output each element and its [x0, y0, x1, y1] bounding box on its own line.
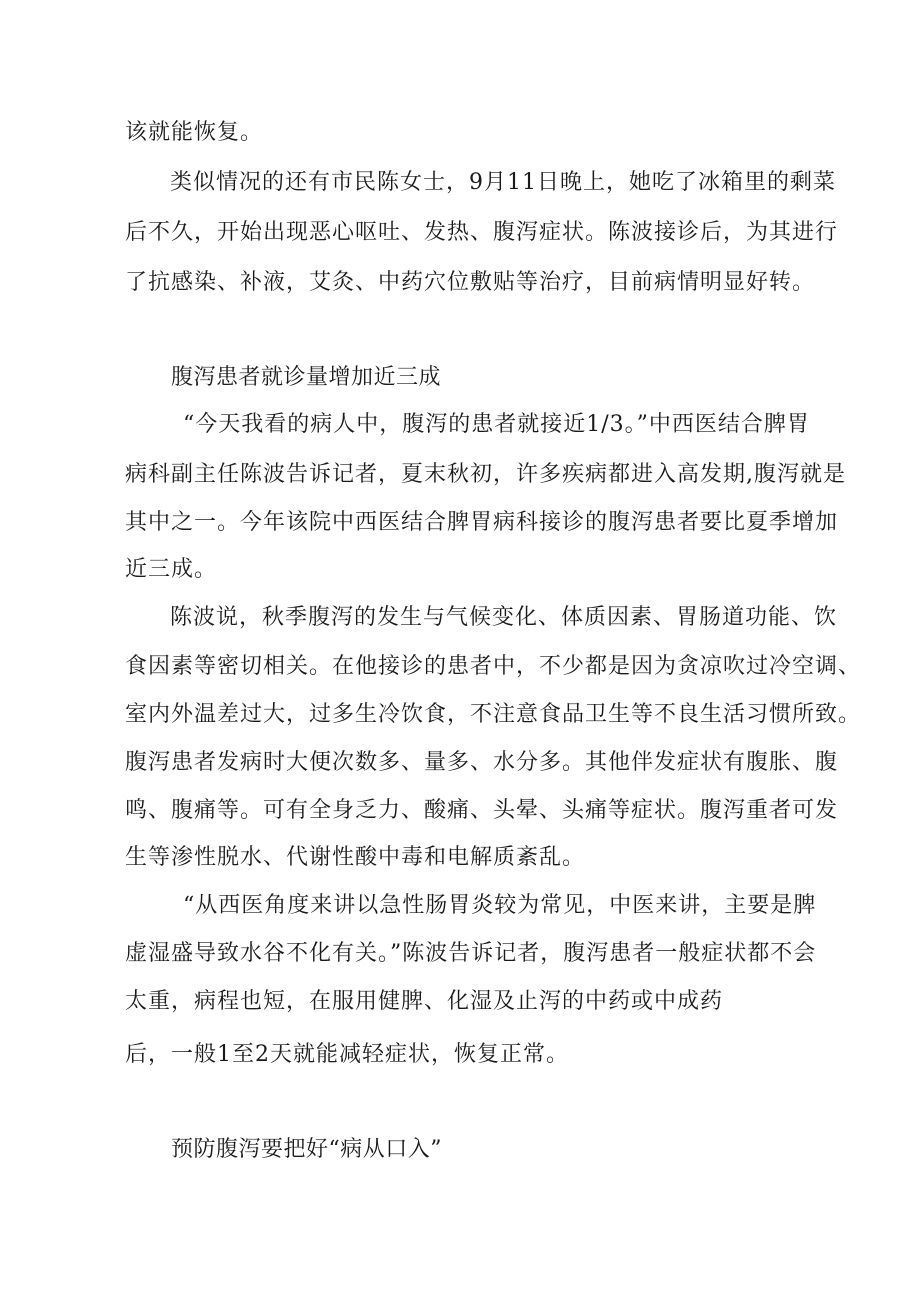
paragraph-line: 了抗感染、补液，艾灸、中药穴位敷贴等治疗，目前病情明显好转。 — [125, 270, 816, 295]
paragraph-line: 该就能恢复。 — [125, 120, 264, 145]
paragraph-line: 类似情况的还有市民陈女士，9月11日晚上，她吃了冰箱里的剩菜 — [170, 170, 836, 195]
paragraph-line: 鸣、腹痛等。可有全身乏力、酸痛、头晕、头痛等症状。腹泻重者可发 — [125, 798, 839, 823]
paragraph-line: 太重，病程也短，在服用健脾、化湿及止泻的中药或中成药 — [125, 989, 724, 1014]
paragraph-line: 虚湿盛导致水谷不化有关。”陈波告诉记者，腹泻患者一般症状都不会 — [125, 941, 817, 966]
paragraph-line: 食因素等密切相关。在他接诊的患者中，不少都是因为贪凉吹过冷空调、 — [125, 654, 862, 679]
paragraph-line: 其中之一。今年该院中西医结合脾胃病科接诊的腹泻患者要比夏季增加 — [125, 510, 839, 535]
paragraph-line: 后，一般1至2天就能减轻症状，恢复正常。 — [125, 1042, 569, 1067]
paragraph-line: 生等渗性脱水、代谢性酸中毒和电解质紊乱。 — [125, 845, 586, 870]
paragraph-line: 陈波说，秋季腹泻的发生与气候变化、体质因素、胃肠道功能、饮 — [170, 605, 838, 630]
paragraph-line: “从西医角度来讲以急性肠胃炎较为常见，中医来讲，主要是脾 — [183, 893, 817, 918]
section-heading: 腹泻患者就诊量增加近三成 — [171, 365, 442, 390]
paragraph-line: 后不久，开始出现恶心呕吐、发热、腹泻症状。陈波接诊后，为其进行 — [125, 220, 839, 245]
paragraph-line: “今天我看的病人中，腹泻的患者就接近1/3。”中西医结合脾胃 — [183, 412, 810, 437]
paragraph-line: 近三成。 — [125, 557, 218, 582]
paragraph-line: 病科副主任陈波告诉记者，夏末秋初，许多疾病都进入高发期,腹泻就是 — [125, 462, 846, 487]
paragraph-line: 腹泻患者发病时大便次数多、量多、水分多。其他伴发症状有腹胀、腹 — [125, 750, 839, 775]
paragraph-line: 室内外温差过大，过多生冷饮食，不注意食品卫生等不良生活习惯所致。 — [125, 702, 862, 727]
section-heading: 预防腹泻要把好“病从口入” — [171, 1137, 442, 1162]
